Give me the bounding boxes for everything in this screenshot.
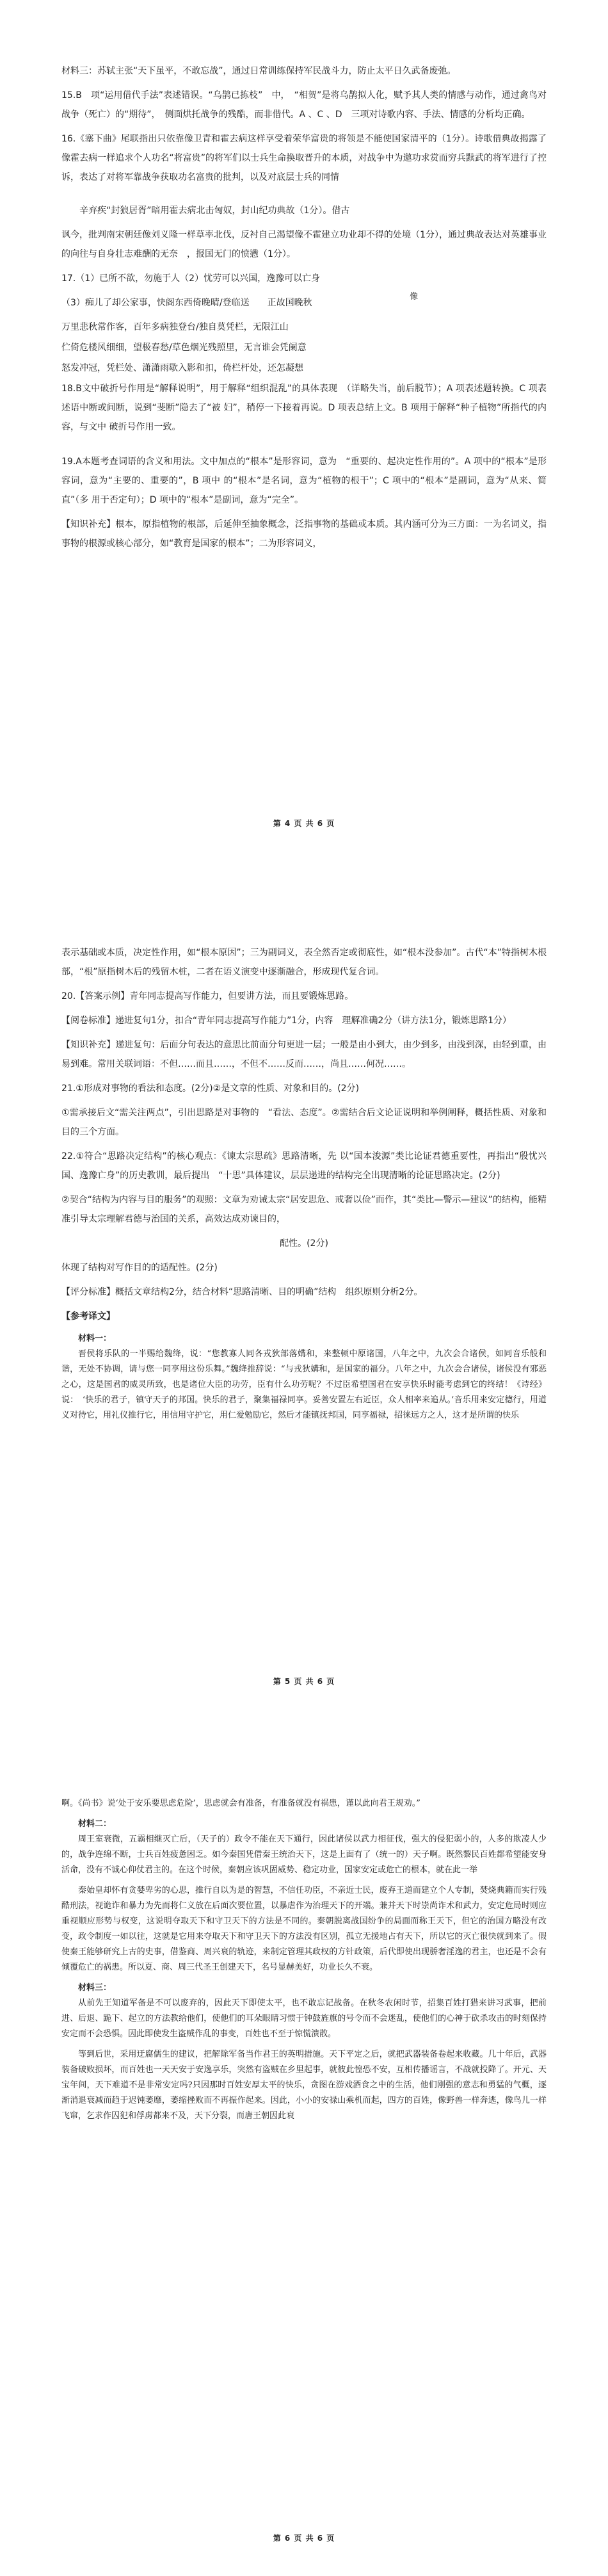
- answer-16-xin-qiji: 辛弃疾“封狼居胥”暗用霍去病北击匈奴，封山纪功典故（1分）。借古: [79, 206, 350, 216]
- knowledge-supplement-19: 【知识补充】根本，原指植物的根部，后延伸至抽象概念，泛指事物的基础或本质。其内涵可分为三方面：一为名词义，指事物的根源或核心部分，如“教育是国家的根本”；二为形容词义，: [61, 519, 547, 549]
- answer-19: 19.A本题考查词语的含义和用法。文中加点的“根本”是形容词，意为 “重要的、起决定性作用的”。A 项中的“根本”是形容词，意为“主要的、重要的”，B 项中 的“根本”是名词，意为“植物的根干”；C 项中的“根本”是副词，意为“从来、简直”（多 用于否定句）；D 项中的“根本”是副词，意为“完全”。: [61, 457, 547, 505]
- grading-standard-20: 【阅卷标准】递进复句1分，扣合“青年同志提高写作能力”1分，内容 理解准确2分（讲方法1分，锻炼思路1分）: [61, 1016, 512, 1026]
- answer-17-line-1: 17.（1）已所不欲，勿施于人（2）忧劳可以兴国，逸豫可以亡身: [61, 273, 321, 284]
- verse-line: 伫倚危楼风细细，望极春愁/草色烟光残照里，无言谁会凭阑意: [61, 343, 307, 353]
- verse-line: 万里悲秋常作客，百年多病独登台/独自莫凭栏，无限江山: [61, 322, 289, 332]
- material-one-ending: 啊。《尚书》说‘处于安乐要思虑危险’，思虑就会有准备，有准备就没有祸患，谨以此向君王规劝。”: [61, 1799, 420, 1808]
- page-footer: 第 6 页 共 6 页: [273, 2534, 335, 2543]
- material-three-text: 从前先王知道军备是不可以废弃的，因此天下即使太平，也不敢忘记战备。在秋冬农闲时节，招集百姓打猎来讲习武事，把前进、后退、跪下、起立的方法教给他们，使他们的耳朵眼睛习惯于钟鼓旌旗的号令而不会迷乱，使他们的心神于砍杀攻击的时刻保持安定而不会恐惧。因此即使发生盗贼作乱的事变，百姓也不至于惊慌溃散。: [61, 1998, 547, 2039]
- grading-standard-22: 【评分标准】概括文章结构2分，结合材料“思路清晰、目的明确”结构 组织原则分析2分。: [61, 1287, 423, 1297]
- page-6: [0, 1719, 608, 2576]
- answer-16: 16.《塞下曲》尾联指出只依靠像卫青和霍去病这样享受着荣华富贵的将领是不能使国家清平的（1分）。诗歌借典故揭露了像霍去病一样追求个人功名“将富贵”的将军们以士兵生命换取晋升的本质，对战争中为邀功求赏而穷兵黩武的将军进行了控诉，表达了对将军靠战争获取功名富贵的批判，以及对底层士兵的同情: [61, 134, 547, 182]
- knowledge-supplement-20: 【知识补充】递进复句：后面分句表达的意思比前面分句更进一层；一般是由小到大，由少到多，由浅到深，由轻到重，由易到难。常用关联词语：不但……而且……，不但不……反而……，尚且……何况……。: [61, 1040, 547, 1069]
- page-4: [0, 0, 608, 861]
- answer-18: 18.B文中破折号作用是“解释说明”，用于解释“组织混乱”的具体表现 （详略失当，前后脱节）；A 项表述题转换。C 项表述语中断或间断，说到“斐断”隐去了“被 妇”，稍停一下接着再说。D 项表总结上文。B 项用于解释“种子植物”所指代的内容，与文中 破折号作用一致。: [61, 384, 547, 432]
- answer-22-fragment: 配性。(2分): [280, 1238, 328, 1249]
- reference-translation-title: 【参考译文】: [61, 1311, 115, 1322]
- answer-21-explanation: ①需承接后文“需关注两点”，引出思路是对事物的 “看法、态度”。②需结合后文论证说明和举例阐释，概括性质、对象和目的三个方面。: [61, 1108, 547, 1137]
- material-three-text-continued: 等到后世，采用迂腐儒生的建议，把解除军备当作君王的英明措施。天下平定之后，就把武器装备卷起来收藏。几十年后，武器装备破败损坏，而百姓也一天天安于安逸享乐，突然有盗贼在乡里起事，就彼此惶恐不安，互相传播谣言，不战就投降了。开元、天宝年间，天下难道不是非常安定吗?只因那时百姓安厚太平的快乐，贪图在游戏酒食之中的生活，他们刚强的意志和勇猛的气概，逐渐消退衰减而趋于迟钝萎靡，萎缩挫败而不再振作起来。因此，小小的安禄山乘机而起，四方的百姓，像野兽一样奔逃，像鸟儿一样飞窜，乞求作囚犯和俘虏都来不及，天下分裂，而唐王朝因此衰: [61, 2050, 547, 2121]
- answer-22-conclusion: 体现了结构对写作目的的适配性。(2分): [61, 1263, 218, 1273]
- material-two-title: 材料二：: [78, 1819, 112, 1829]
- material-one-title: 材料一：: [78, 1334, 112, 1343]
- answer-20: 20.【答案示例】青年同志提高写作能力，但要讲方法，而且要锻炼思路。: [61, 991, 354, 1001]
- material-two-text: 周王室衰微，五霸相继灭亡后，（天子的）政令不能在天下通行，因此诸侯以武力相征伐，强大的侵犯弱小的，人多的欺凌人少的，战争连绵不断，士兵百姓疲惫困乏。如今秦国凭借秦王统治天下，这是上面有了（统一的）天子啊。既然黎民百姓都希望能安身活命，没有不诚心仰仗君主的。在这个时候，秦朝应该巩固威势、稳定功业，国家安定或危亡的根本，就在此一举: [61, 1835, 547, 1875]
- verse-line: 怒发冲冠，凭栏处、潇潇雨歇入影和扣，倚栏杆处，还怎凝想: [61, 363, 303, 373]
- answer-21: 21.①形成对事物的看法和态度。(2分)②是文章的性质、对象和目的。(2分): [61, 1083, 360, 1094]
- knowledge-continued: 表示基础或本质，决定性作用，如“根本原因”；三为副词义，表全然否定或彻底性，如“根本没参加”。古代“本”特指树木根部，“根”原指树木后的残留木桩，二者在语义演变中逐渐融合，形成现代复合词。: [61, 948, 547, 977]
- answer-17-line-2: （3）痴儿了却公家事，快阁东西倚晚晴/登临送 正故国晚秋: [61, 298, 312, 308]
- page-footer: 第 4 页 共 6 页: [273, 819, 335, 828]
- page-footer: 第 5 页 共 6 页: [273, 1677, 335, 1686]
- answer-16-continued: 讽今，批判南宋朝廷像刘义隆一样草率北伐，反衬自己渴望像不霍建立功业却不得的处境（1分），通过典故表达对英雄事业的向往与自身壮志难酬的无奈 ，报国无门的愤懑（1分）。: [61, 230, 547, 259]
- material-three-summary: 材料三：苏轼主张“天下虽平，不敢忘战”，通过日常训练保持军民战斗力，防止太平日久武备废弛。: [61, 66, 456, 76]
- material-one-text: 晋侯将乐队的一半赐给魏绛，说：“您教寡人同各戎狄部落媾和，来整顿中原诸国，八年之中，九次会合诸侯，如同音乐般和谐，无处不协调，请与您一同享用这份乐舞。”魏绛推辞说：“与戎狄媾和，是国家的福分。八年之中，九次会合诸侯，诸侯没有邪恶之心，这是国君的威灵所致，也是诸位大臣的功劳，臣有什么功劳呢？不过臣希望国君在安享快乐时能考虑到它的终结！《诗经》说： ‘快乐的君子，镇守天子的邦国。快乐的君子，聚集福禄同享。妥善安置左右近臣，众人相率来追从。’音乐用来安定德行，用道义对待它，用礼仪推行它，用信用守护它，用仁爱勉励它，然后才能镇抚邦国，同享福禄，招徕远方之人，这才是所谓的快乐: [61, 1349, 547, 1420]
- answer-22-part-1: 22.①符合“思路决定结构”的核心观点：《谏太宗思疏》思路清晰，先 以“国本浚源”类比论证君德重要性，再指出“殷忧兴国、逸豫亡身”的历史教训，最后提出 “十思”具体建议，层层递进的结构完全出现清晰的论证思路决定。(2分): [61, 1151, 547, 1181]
- page-5: [0, 861, 608, 1719]
- material-three-title: 材料三：: [78, 1983, 112, 1993]
- annotation-character: 像: [410, 292, 419, 302]
- answer-22-part-2: ②契合“结构为内容与目的服务”的观照：文章为劝诫太宗“居安思危、戒奢以俭”而作，其“类比—警示—建议”的结构，能精准引导太宗理解君德与治国的关系，高效达成劝谏目的，: [61, 1195, 547, 1224]
- material-two-text-continued: 秦始皇却怀有贪婪卑劣的心思，推行自以为是的智慧，不信任功臣，不亲近士民，废弃王道而建立个人专制，焚烧典籍而实行残酷刑法，视诡诈和暴力为先而将仁义放在后面次要位置，以暴虐作为治理天下的开端。兼并天下时崇尚诈术和武力，安定危局时则应重视顺应形势与权变，这说明夺取天下和守卫天下的方法是不同的。秦朝脱离战国纷争的局面而称王天下，但它的治国方略没有改变，政令制度一如以往，这就是它用来夺取天下和守卫天下的方法没有区别，孤立无援地占有天下，所以它的灭亡很快就到来了。假使秦王能够研究上古的史事，借鉴商、周兴衰的轨迹，来制定管理其政权的方针政策，后代即使出现骄奢淫逸的君主，也还是不会有倾覆危亡的祸患。所以夏、商、周三代圣王创建天下，名号显赫美好，功业长久不衰。: [61, 1886, 547, 1972]
- answer-15: 15.B 项“运用借代手法”表述错误。“乌鹊已拣枝” 中， “相贺”是将乌鹊拟人化，赋予其人类的情感与动作，通过禽鸟对战争（死亡）的“期待”， 侧面烘托战争的残酷，而非借代。A 、C 、D 三项对诗歌内容、手法、情感的分析均正确。: [61, 90, 547, 120]
